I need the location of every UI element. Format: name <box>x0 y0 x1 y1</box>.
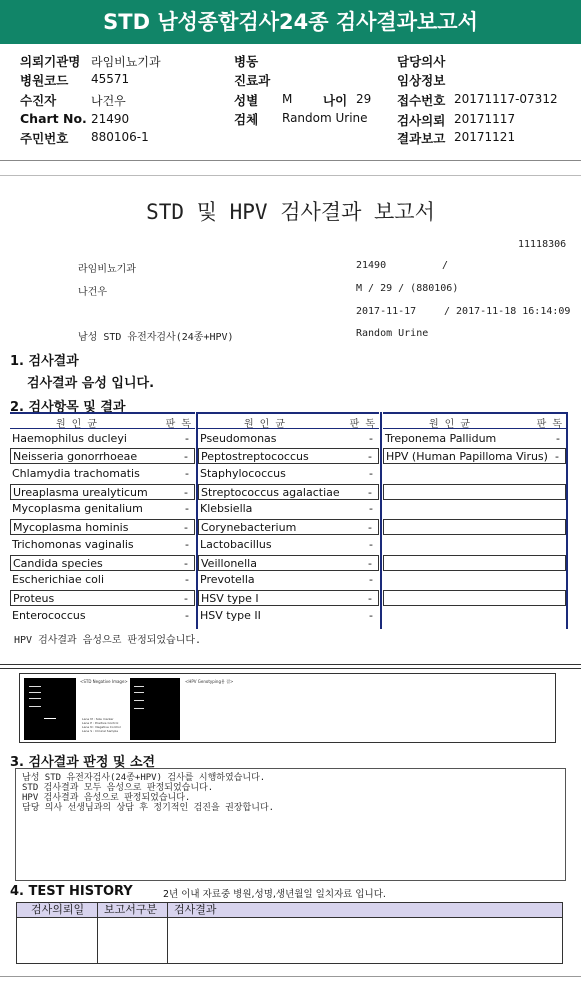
chart-no-value: 21490 <box>91 112 130 126</box>
organism-result: - <box>185 467 189 481</box>
results-column <box>10 412 195 624</box>
organism-name: HSV type II <box>200 608 261 622</box>
receipt-no-value: 20171117-07312 <box>454 92 558 106</box>
gel-legend-3: Lane N : Negative Control <box>82 725 121 729</box>
opinion-line: 담당 의사 선생님과의 상담 후 정기적인 검진을 권장합니다. <box>22 803 275 813</box>
result-row <box>383 608 566 624</box>
column-header <box>10 412 195 429</box>
organism-result: - <box>556 431 560 445</box>
institution-value: 라임비뇨기과 <box>91 55 161 69</box>
organism-result: - <box>369 431 373 445</box>
report-test-name: 남성 STD 유전자검사(24종+HPV) <box>78 332 234 343</box>
organism-name: Proteus <box>13 591 55 605</box>
report-sex-age: M / 29 / (880106) <box>356 283 459 294</box>
organism-result: - <box>184 591 188 605</box>
request-date-value: 20171117 <box>454 112 516 126</box>
result-row <box>198 555 379 571</box>
clinical-info-label: 임상정보 <box>397 73 446 88</box>
column-header-result: 판 독 <box>349 419 375 430</box>
request-date-label: 검사의뢰 <box>397 113 446 128</box>
std-gel-label: <STD Negative Image> <box>80 679 128 684</box>
organism-name: Lactobacillus <box>200 537 272 551</box>
result-row <box>198 572 379 588</box>
result-row <box>198 608 379 624</box>
history-note: 2년 이내 자료중 병원,성명,생년월일 일치자료 입니다. <box>163 889 386 900</box>
institution-label: 의뢰기관명 <box>20 54 81 69</box>
result-row <box>198 590 379 606</box>
organism-result: - <box>184 450 188 464</box>
organism-result: - <box>185 573 189 587</box>
specimen-label: 검체 <box>234 112 259 127</box>
organism-name: Corynebacterium <box>201 521 297 535</box>
organism-name: Escherichiae coli <box>12 573 105 587</box>
result-row <box>10 608 195 624</box>
chart-no-label: Chart No. <box>20 111 87 126</box>
report-chart-no: 21490 <box>356 260 387 271</box>
divider <box>0 160 581 161</box>
organism-result: - <box>184 485 188 499</box>
result-row <box>10 555 195 571</box>
ward-label: 병동 <box>234 54 259 69</box>
report-received-date: 2017-11-17 <box>356 306 417 317</box>
sex-label: 성별 <box>234 93 259 108</box>
opinion-line: STD 검사결과 모두 음성으로 판정되었습니다. <box>22 783 214 793</box>
organism-name: Mycoplasma hominis <box>13 521 129 535</box>
hospital-code-label: 병원코드 <box>20 73 69 88</box>
hpv-note: HPV 검사결과 음성으로 판정되었습니다. <box>14 635 202 646</box>
organism-name: Neisseria gonorrhoeae <box>13 450 138 464</box>
organism-name: Staphylococcus <box>200 467 286 481</box>
divider <box>0 664 581 665</box>
organism-result: - <box>185 502 189 516</box>
column-header-organism: 원 인 균 <box>429 419 471 430</box>
organism-name: Mycoplasma genitalium <box>12 502 143 516</box>
section2-title: 2. 검사항목 및 결과 <box>10 400 126 415</box>
result-row <box>198 484 379 500</box>
organism-name: Peptostreptococcus <box>201 450 309 464</box>
column-divider <box>380 412 382 629</box>
organism-result: - <box>368 485 372 499</box>
section4-title: 4. TEST HISTORY <box>10 884 133 899</box>
organism-name: Ureaplasma urealyticum <box>13 485 148 499</box>
organism-name: Streptococcus agalactiae <box>201 485 340 499</box>
result-row <box>383 572 566 588</box>
column-header <box>383 412 566 429</box>
gel-legend-2: Lane P : Positive Control <box>82 721 119 725</box>
opinion-line: HPV 검사결과 음성으로 판정되었습니다. <box>22 793 191 803</box>
result-row <box>10 590 195 606</box>
result-row <box>383 537 566 553</box>
organism-name: HSV type I <box>201 591 259 605</box>
std-gel-image <box>24 678 76 740</box>
gel-legend-4: Lane S : Clinical Sample <box>82 729 119 733</box>
result-row <box>198 466 379 482</box>
organism-name: Haemophilus ducleyi <box>12 431 127 445</box>
report-date-value: 20171121 <box>454 130 516 144</box>
organism-result: - <box>369 467 373 481</box>
organism-result: - <box>369 608 373 622</box>
age-value: 29 <box>356 92 372 106</box>
result-row <box>383 466 566 482</box>
column-header-result: 판 독 <box>536 419 562 430</box>
gel-image-panel <box>19 673 556 743</box>
divider <box>0 668 581 669</box>
history-header-report-type: 보고서구분 <box>104 903 158 916</box>
organism-result: - <box>369 573 373 587</box>
column-divider <box>196 412 198 629</box>
result-row <box>383 590 566 606</box>
column-header-organism: 원 인 균 <box>244 419 286 430</box>
result-row <box>10 501 195 517</box>
report-slash: / <box>442 260 449 271</box>
divider <box>0 976 581 977</box>
organism-name: Chlamydia trachomatis <box>12 467 140 481</box>
report-id: 11118306 <box>518 239 567 250</box>
organism-name: Prevotella <box>200 573 255 587</box>
organism-name: Trichomonas vaginalis <box>12 537 134 551</box>
department-label: 진료과 <box>234 73 271 88</box>
organism-name: HPV (Human Papilloma Virus) <box>386 450 548 464</box>
organism-result: - <box>185 431 189 445</box>
result-row <box>383 501 566 517</box>
gel-legend-1: Lane M : Size marker <box>82 717 114 721</box>
organism-name: Veillonella <box>201 556 257 570</box>
result-row <box>198 431 379 447</box>
organism-result: - <box>184 521 188 535</box>
doctor-label: 담당의사 <box>397 54 446 69</box>
result-row <box>383 431 566 447</box>
organism-result: - <box>368 450 372 464</box>
result-row <box>383 555 566 571</box>
section3-title: 3. 검사결과 판정 및 소견 <box>10 755 156 770</box>
report-hospital: 라임비뇨기과 <box>78 264 136 275</box>
column-header <box>198 412 379 429</box>
organism-result: - <box>368 521 372 535</box>
result-row <box>10 572 195 588</box>
result-row <box>10 519 195 535</box>
result-row <box>198 537 379 553</box>
results-column <box>198 412 379 624</box>
section1-title: 1. 검사결과 <box>10 354 79 369</box>
organism-name: Enterococcus <box>12 608 86 622</box>
sub-report-title: STD 및 HPV 검사결과 보고서 <box>146 200 435 224</box>
patient-value: 나건우 <box>91 94 126 108</box>
history-header-request-date: 검사의뢰일 <box>31 903 85 916</box>
organism-result: - <box>185 537 189 551</box>
report-reported-date: / 2017-11-18 16:14:09 <box>444 306 571 317</box>
sex-value: M <box>282 92 293 106</box>
report-date-label: 결과보고 <box>397 131 446 146</box>
result-row <box>383 519 566 535</box>
hpv-gel-image <box>130 678 180 740</box>
organism-result: - <box>369 502 373 516</box>
ssn-value: 880106-1 <box>91 130 149 144</box>
result-row <box>198 501 379 517</box>
report-title-bar <box>0 0 581 44</box>
organism-result: - <box>184 556 188 570</box>
organism-result: - <box>185 608 189 622</box>
organism-name: Pseudomonas <box>200 431 277 445</box>
result-row <box>10 484 195 500</box>
result-summary: 검사결과 음성 입니다. <box>27 376 155 391</box>
history-header-result: 검사결과 <box>174 903 217 916</box>
divider <box>0 175 581 176</box>
ssn-label: 주민번호 <box>20 131 69 146</box>
receipt-no-label: 접수번호 <box>397 93 446 108</box>
column-header-organism: 원 인 균 <box>56 419 98 430</box>
opinion-line: 남성 STD 유전자검사(24종+HPV) 검사를 시행하였습니다. <box>22 773 266 783</box>
hospital-code-value: 45571 <box>91 72 130 86</box>
specimen-value: Random Urine <box>282 111 368 125</box>
result-row <box>198 448 379 464</box>
patient-label: 수진자 <box>20 93 57 108</box>
table-divider <box>167 903 168 963</box>
results-column <box>383 412 566 624</box>
table-divider <box>97 903 98 963</box>
column-header-result: 판 독 <box>165 419 191 430</box>
organism-result: - <box>555 450 559 464</box>
age-label: 나이 <box>323 93 348 108</box>
organism-name: Candida species <box>13 556 103 570</box>
organism-result: - <box>368 591 372 605</box>
result-row <box>10 448 195 464</box>
result-row <box>198 519 379 535</box>
organism-result: - <box>369 537 373 551</box>
organism-name: Treponema Pallidum <box>385 431 497 445</box>
report-title: STD 남성종합검사24종 검사결과보고서 <box>103 10 478 34</box>
organism-result: - <box>368 556 372 570</box>
report-patient: 나건우 <box>78 287 107 298</box>
result-row <box>383 448 566 464</box>
report-specimen: Random Urine <box>356 328 429 339</box>
result-row <box>383 484 566 500</box>
result-row <box>10 537 195 553</box>
history-table <box>16 902 563 964</box>
hpv-gel-label: <HPV Genotyping용 결> <box>185 679 234 684</box>
column-divider <box>566 412 568 629</box>
organism-name: Klebsiella <box>200 502 253 516</box>
opinion-box <box>15 768 566 881</box>
result-row <box>10 466 195 482</box>
result-row <box>10 431 195 447</box>
